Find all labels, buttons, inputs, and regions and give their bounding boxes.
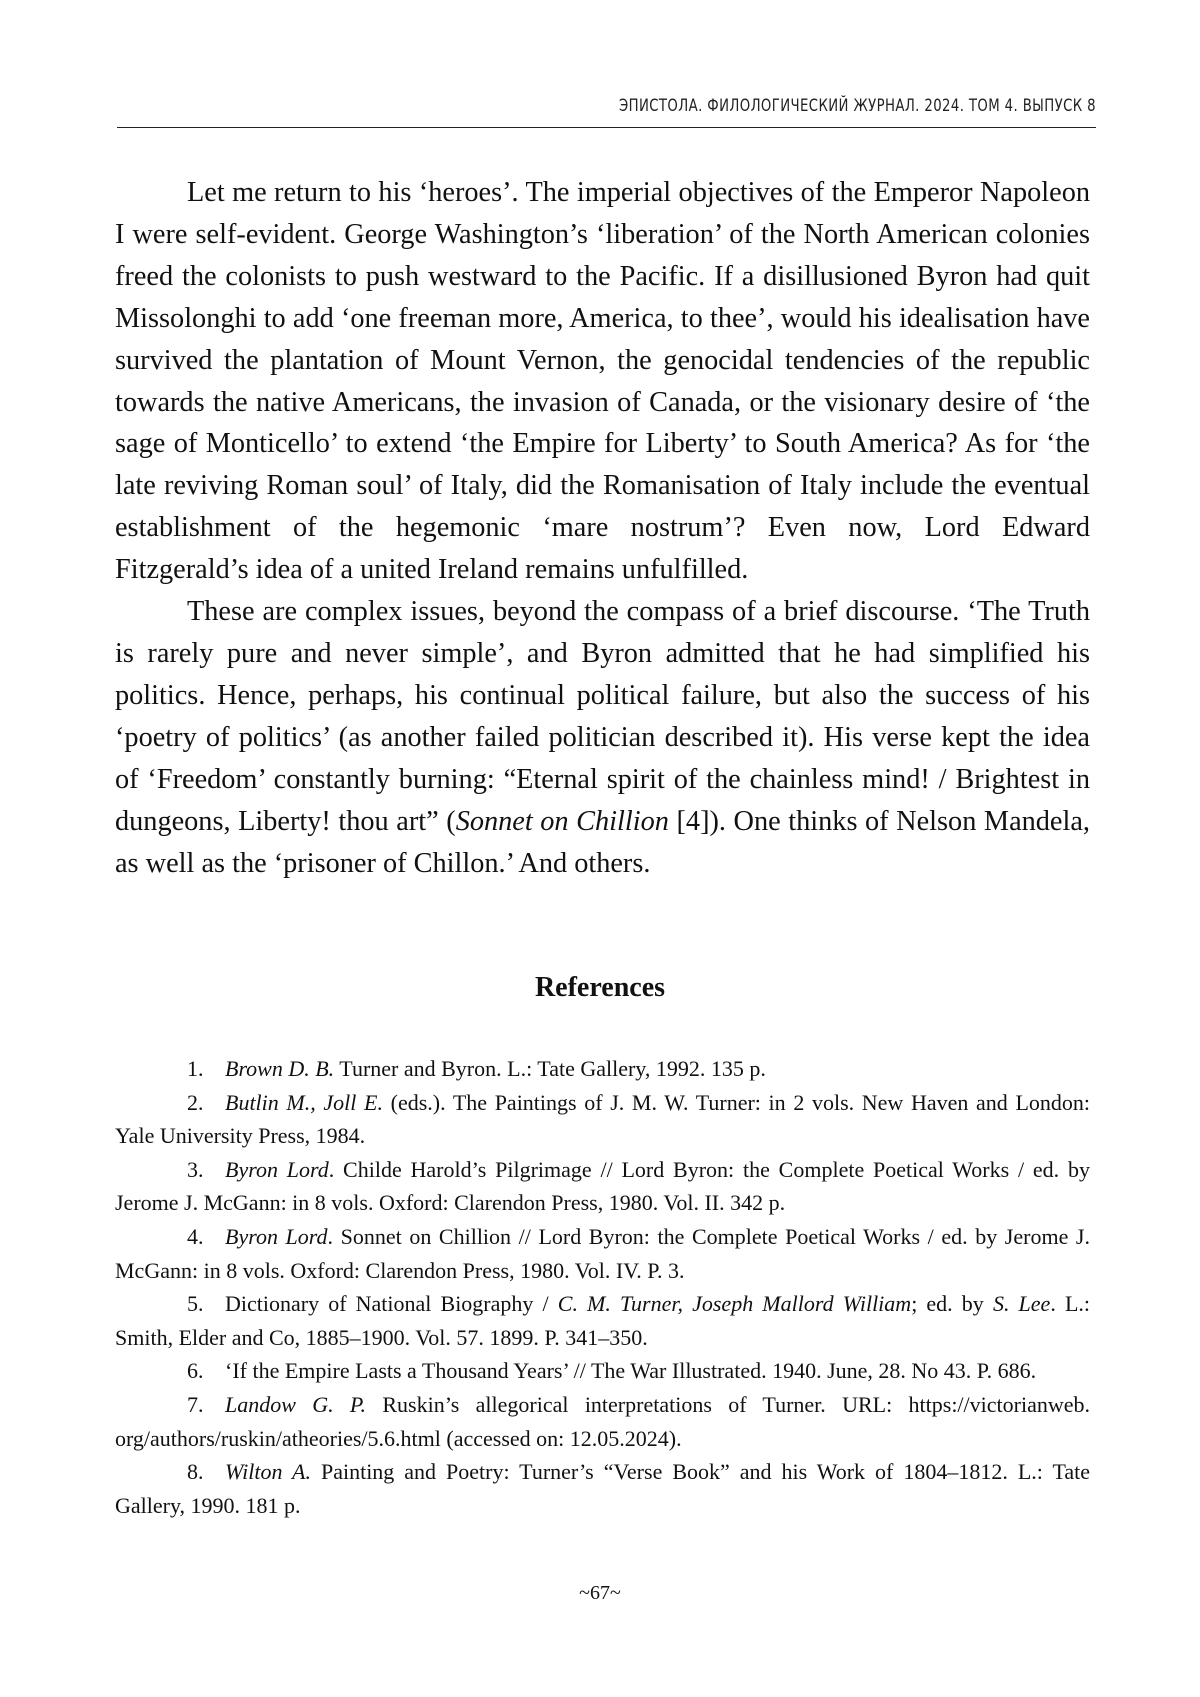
work-title: Sonnet on Chillion xyxy=(455,805,669,837)
reference-text: . Childe Harold’s Pilgrimage // Lord Byron: the Complete Poetical Works / ed. by Jerome J. McGann: in 8 vols. Oxford: Clarendon Press, 1980. Vol. II. 342 p. xyxy=(115,1156,1090,1216)
reference-item xyxy=(115,1086,1090,1153)
reference-number: 5. xyxy=(187,1291,204,1317)
body-paragraph xyxy=(115,591,1090,884)
running-header: ЭПИСТОЛА. ФИЛОЛОГИЧЕСКИЙ ЖУРНАЛ. 2024. ТОМ 4. ВЫПУСК 8 xyxy=(618,96,1096,116)
reference-author: Butlin M., Joll E. xyxy=(225,1089,383,1115)
header-divider xyxy=(117,127,1096,128)
text-run: These are complex issues, beyond the compass of a brief discourse. ‘The Truth is rarely pure and never simple’, and Byron admitted that he had simplified his politics. Hence, perhaps, his continual political failure, but also the success of his ‘poetry of politics’ (as another failed politician described it). His verse kept the idea of ‘Freedom’ constantly burning: “Eternal spirit of the chainless mind! / Brightest in dungeons, Liberty! thou art” ( xyxy=(115,596,1090,837)
text-run: Let me return to his ‘heroes’. The imperial objectives of the Emperor Napoleon I were self-evident. George Washington’s ‘liberation’ of the North American colonies freed the colonists to push westward to the Pacific. If a disillusioned Byron had quit Missolonghi to add ‘one freeman more, America, to thee’, would his idealisation have survived the plantation of Mount Vernon, the genocidal tendencies of the republic towards the native Americans, the invasion of Canada, or the visionary desire of ‘the sage of Monticello’ to extend ‘the Empire for Liberty’ to South America? As for ‘the late reviving Roman soul’ of Italy, did the Romanisation of Italy include the eventual establishment of the hegemonic ‘mare nostrum’? Even now, Lord Edward Fitzgerald’s idea of a united Ireland remains unfulfilled. xyxy=(115,177,1090,586)
reference-number: 8. xyxy=(187,1459,204,1485)
body-paragraph xyxy=(115,172,1090,591)
reference-item xyxy=(115,1455,1090,1522)
reference-text: ; ed. by xyxy=(911,1291,993,1317)
reference-text: . Sonnet on Chillion // Lord Byron: the Complete Poetical Works / ed. by Jerome J. McGann: in 8 vols. Oxford: Clarendon Press, 1980. Vol. IV. P. 3. xyxy=(115,1223,1090,1283)
references-heading: References xyxy=(534,972,666,1003)
reference-item xyxy=(115,1354,1090,1388)
reference-item xyxy=(115,1287,1090,1354)
reference-text: (eds.). The Paintings of J. M. W. Turner: in 2 vols. New Haven and London: Yale University Press, 1984. xyxy=(115,1089,1090,1149)
references-list xyxy=(115,1052,1090,1522)
reference-author: Wilton A. xyxy=(225,1459,311,1485)
reference-number: 7. xyxy=(187,1391,204,1417)
article-body xyxy=(115,172,1090,884)
reference-text: . L.: Smith, Elder and Co, 1885–1900. Vol. 57. 1899. P. 341–350. xyxy=(115,1291,1090,1350)
reference-item xyxy=(115,1220,1090,1287)
reference-text: Turner and Byron. L.: Tate Gallery, 1992. 135 p. xyxy=(334,1056,766,1081)
reference-item xyxy=(115,1052,1090,1086)
reference-text: Dictionary of National Biography / xyxy=(225,1291,558,1317)
reference-text: Ruskin’s allegorical interpretations of Turner. URL: https://victorianweb.​org/authors/ruskin/atheories/5.6.html (accessed on: 12.05.2024). xyxy=(115,1391,1090,1451)
reference-number: 6. xyxy=(187,1358,204,1384)
text-run: [4]). One thinks of Nelson Mandela, as well as the ‘prisoner of Chillon.’ And others. xyxy=(115,805,1090,879)
reference-author: C. M. Turner, Joseph Mallord William xyxy=(557,1291,912,1317)
reference-author: Brown D. B. xyxy=(225,1056,335,1081)
reference-author: Byron Lord xyxy=(225,1156,329,1182)
reference-number: 3. xyxy=(187,1156,204,1182)
reference-number: 1. xyxy=(187,1056,204,1081)
reference-number: 2. xyxy=(187,1089,204,1115)
reference-text: ‘If the Empire Lasts a Thousand Years’ // The War Illustrated. 1940. June, 28. No 43. P. 686. xyxy=(225,1358,1037,1384)
reference-item xyxy=(115,1153,1090,1220)
reference-text: Painting and Poetry: Turner’s “Verse Book” and his Work of 1804–1812. L.: Tate Gallery, 1990. 181 p. xyxy=(115,1459,1090,1518)
reference-author: Byron Lord xyxy=(225,1223,328,1249)
page-number: ~67~ xyxy=(579,1582,621,1604)
reference-item xyxy=(115,1388,1090,1455)
reference-author: Landow G. P. xyxy=(225,1391,367,1417)
reference-number: 4. xyxy=(187,1223,204,1249)
reference-editor: S. Lee xyxy=(992,1291,1051,1317)
